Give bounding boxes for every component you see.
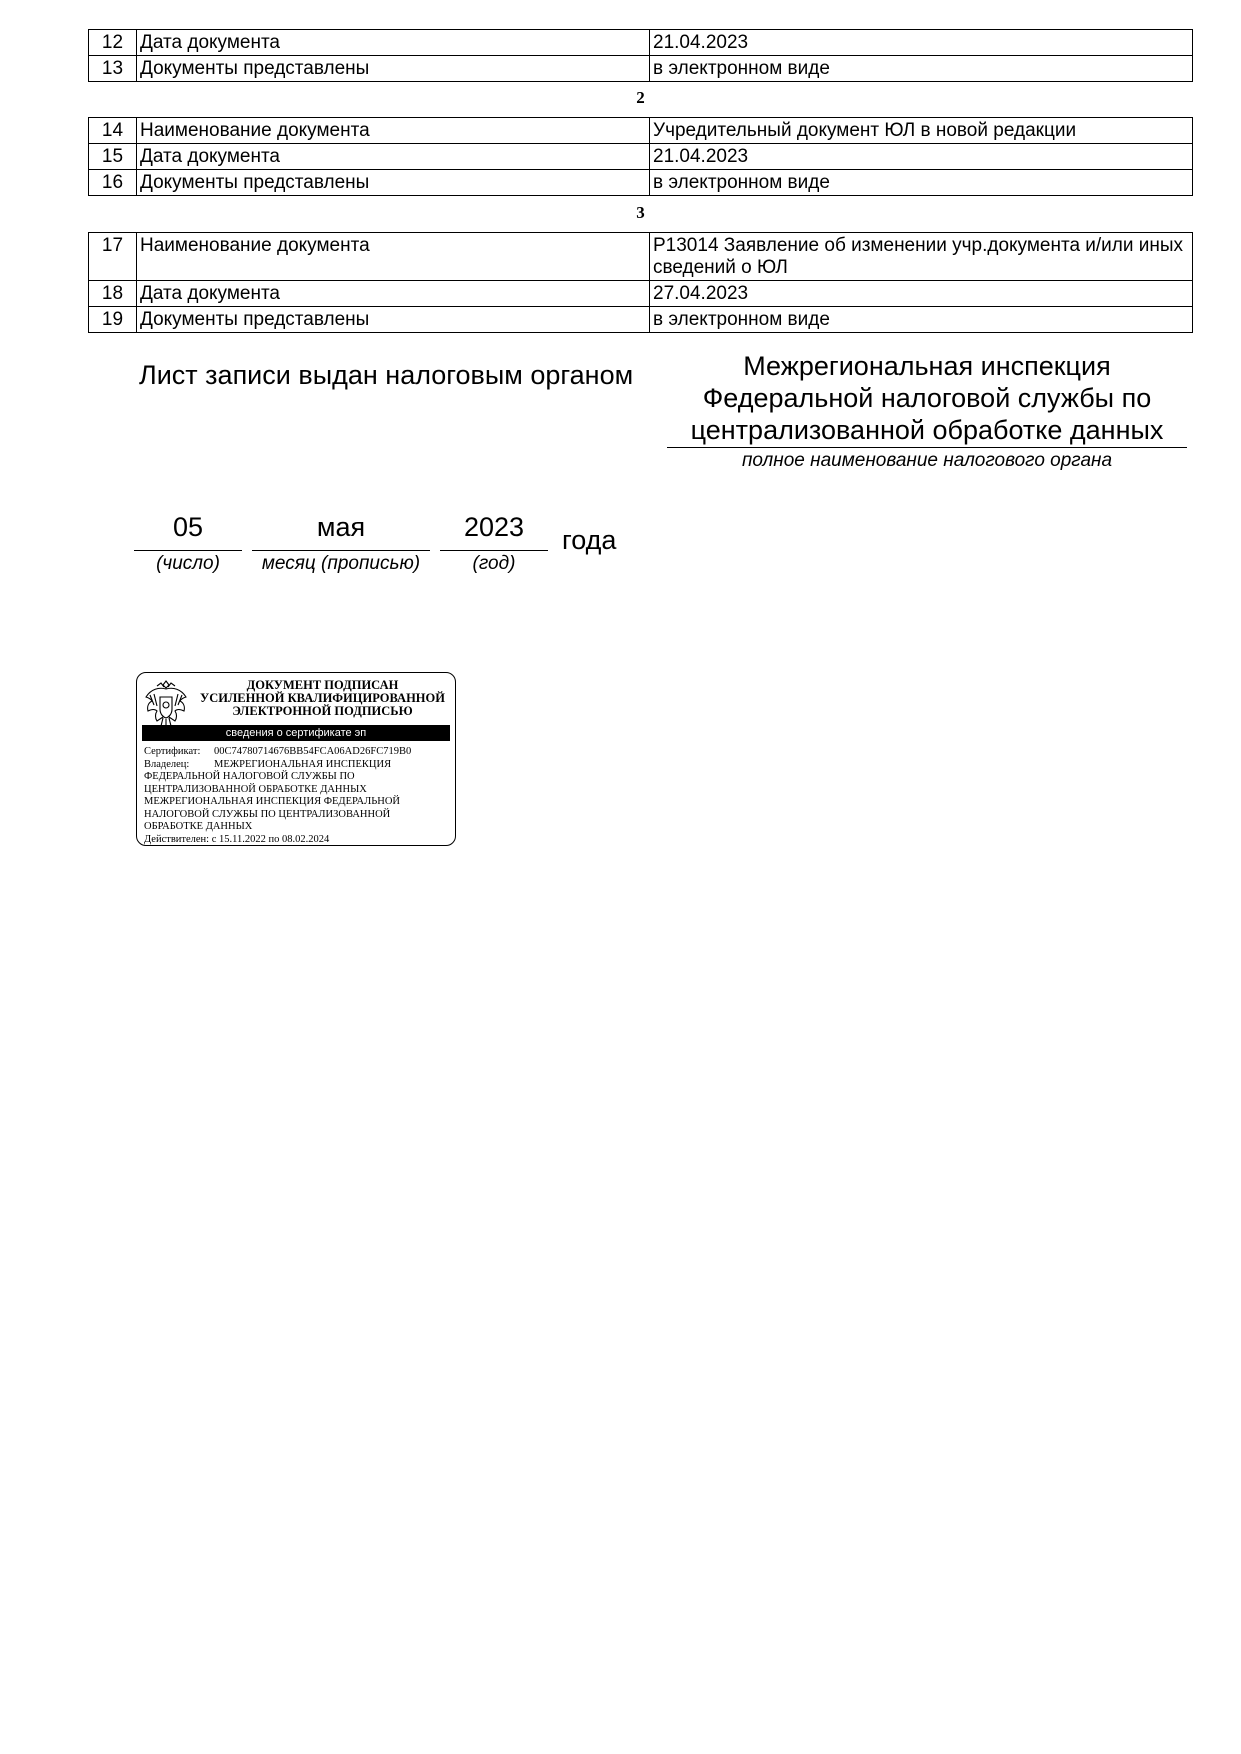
- row-label: Дата документа: [137, 281, 650, 307]
- row-label: Наименование документа: [137, 118, 650, 144]
- row-value: 21.04.2023: [650, 144, 1193, 170]
- owner-value-line: МЕЖРЕГИОНАЛЬНАЯ ИНСПЕКЦИЯ ФЕДЕРАЛЬНОЙ: [144, 796, 400, 807]
- certificate-value: 00C74780714676BB54FCA06AD26FC719B0: [214, 746, 412, 757]
- coat-of-arms-icon: [143, 677, 189, 729]
- validity-value: с 15.11.2022 по 08.02.2024: [211, 833, 330, 845]
- row-number: 15: [89, 144, 137, 170]
- document-table-1: [88, 29, 1193, 82]
- owner-value-line: НАЛОГОВОЙ СЛУЖБЫ ПО ЦЕНТРАЛИЗОВАННОЙ: [144, 808, 391, 820]
- stamp-certificate-bar: сведения о сертификате эп: [142, 725, 450, 741]
- row-number: 16: [89, 170, 137, 196]
- row-number: 12: [89, 30, 137, 56]
- row-label: Документы представлены: [137, 170, 650, 196]
- row-label: Документы представлены: [137, 307, 650, 333]
- table-row: [89, 144, 1193, 170]
- stamp-title-line: ЭЛЕКТРОННОЙ ПОДПИСЬЮ: [232, 704, 413, 718]
- stamp-title-line: ДОКУМЕНТ ПОДПИСАН: [246, 678, 399, 692]
- row-value: Р13014 Заявление об изменении учр.документа и/или иных сведений о ЮЛ: [650, 233, 1193, 281]
- owner-value-line: ФЕДЕРАЛЬНОЙ НАЛОГОВОЙ СЛУЖБЫ ПО: [144, 771, 355, 782]
- validity-label: Действителен:: [144, 833, 210, 845]
- document-table-3: [88, 232, 1193, 333]
- document-table-2: [88, 117, 1193, 196]
- date-suffix: года: [562, 525, 617, 555]
- date-month-caption: месяц (прописью): [261, 553, 421, 574]
- date-year-underline: [440, 550, 548, 551]
- date-month: мая: [316, 512, 366, 542]
- electronic-signature-stamp: [136, 672, 456, 846]
- row-label: Документы представлены: [137, 56, 650, 82]
- tax-authority-name: Межрегиональная инспекция Федеральной налоговой службы по централизованной обработке данных: [690, 351, 1164, 445]
- row-number: 18: [89, 281, 137, 307]
- row-number: 17: [89, 233, 137, 281]
- row-number: 13: [89, 56, 137, 82]
- table-row: [89, 118, 1193, 144]
- date-month-underline: [252, 550, 430, 551]
- org-underline: [667, 447, 1187, 448]
- owner-value-line: ОБРАБОТКЕ ДАННЫХ: [144, 821, 253, 832]
- stamp-title: [195, 679, 450, 718]
- row-value: Учредительный документ ЮЛ в новой редакции: [650, 118, 1193, 144]
- stamp-title-line: УСИЛЕННОЙ КВАЛИФИЦИРОВАННОЙ: [200, 691, 445, 705]
- owner-label: Владелец:: [144, 758, 190, 770]
- stamp-details: [144, 746, 452, 846]
- date-year: 2023: [463, 512, 525, 542]
- certificate-label: Сертификат:: [144, 746, 201, 757]
- row-value: 27.04.2023: [650, 281, 1193, 307]
- row-label: Дата документа: [137, 30, 650, 56]
- date-day-underline: [134, 550, 242, 551]
- row-label: Дата документа: [137, 144, 650, 170]
- row-value: в электронном виде: [650, 170, 1193, 196]
- issued-by-label: Лист записи выдан налоговым органом: [139, 360, 634, 390]
- date-day: 05: [172, 512, 204, 542]
- row-number: 14: [89, 118, 137, 144]
- row-number: 19: [89, 307, 137, 333]
- row-label: Наименование документа: [137, 233, 650, 281]
- row-value: в электронном виде: [650, 307, 1193, 333]
- row-value: 21.04.2023: [650, 30, 1193, 56]
- table-row: [89, 56, 1193, 82]
- table-row: [89, 233, 1193, 281]
- date-year-caption: (год): [472, 553, 516, 574]
- table-row: [89, 30, 1193, 56]
- validity-line: [144, 834, 452, 847]
- section-number-3: 3: [636, 203, 645, 222]
- tax-authority-caption: полное наименование налогового органа: [741, 450, 1113, 471]
- table-row: [89, 307, 1193, 333]
- table-row: [89, 281, 1193, 307]
- owner-value-line: ЦЕНТРАЛИЗОВАННОЙ ОБРАБОТКЕ ДАННЫХ: [144, 783, 367, 795]
- owner-value: МЕЖРЕГИОНАЛЬНАЯ ИНСПЕКЦИЯ: [214, 758, 392, 770]
- certificate-line: [144, 746, 452, 759]
- date-day-caption: (число): [156, 553, 220, 574]
- owner-line: [144, 759, 452, 772]
- section-number-2: 2: [636, 88, 645, 107]
- table-row: [89, 170, 1193, 196]
- row-value: в электронном виде: [650, 56, 1193, 82]
